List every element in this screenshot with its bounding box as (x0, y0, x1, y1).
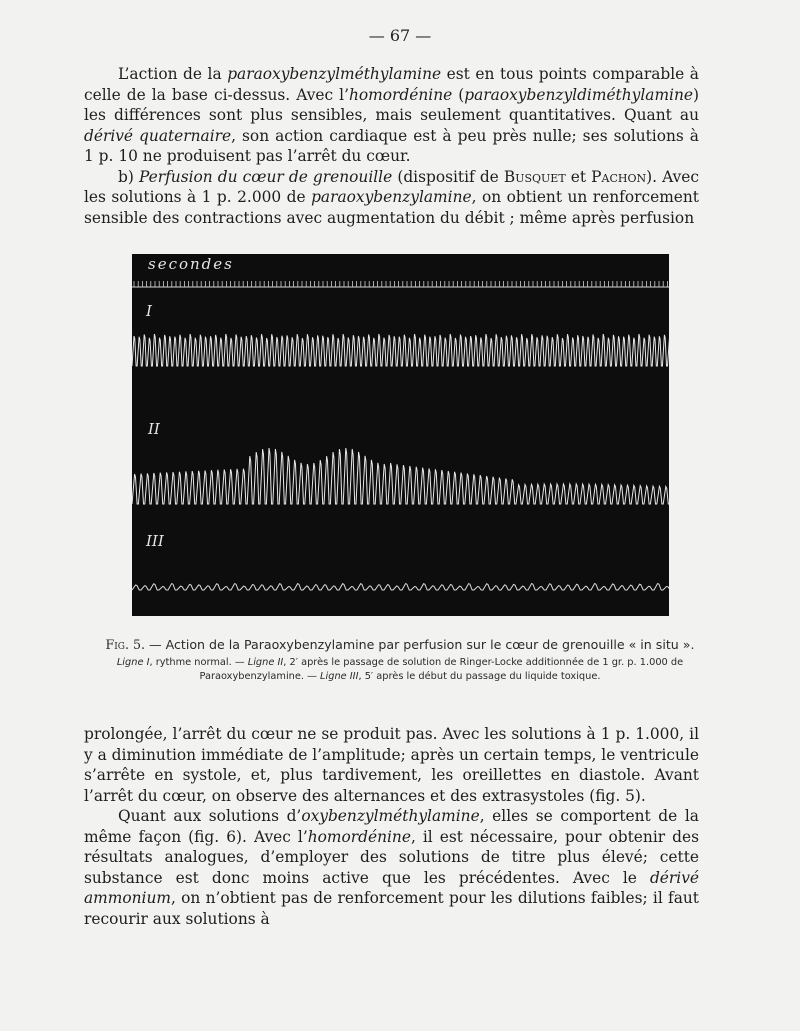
text-run-italic: paraoxybenzylméthylamine (227, 65, 442, 83)
text-run: , elles se comportent de la même façon (fig. 6). Avec l’ (84, 807, 699, 846)
text-run: ) les différences sont plus sensibles, mais seulement quantitatives. Quant au (84, 85, 699, 124)
page-number: — 67 — (368, 26, 432, 45)
paragraph (84, 167, 699, 229)
paragraph (84, 64, 699, 167)
bottom-text (84, 724, 699, 929)
caption-legend (90, 656, 710, 684)
caption-text: , 2′ après le passage de solution de Ringer-Locke additionnée de 1 gr. p. 1.000 de Paraoxybenzylamine. — (199, 657, 684, 682)
trace-line-2 (132, 448, 669, 504)
text-run-italic: dérivé quaternaire (84, 126, 232, 145)
paragraph (84, 724, 699, 806)
caption-main (90, 636, 710, 654)
text-run-italic: Perfusion du cœur de grenouille (138, 167, 393, 186)
author-name: Pachon (591, 167, 647, 186)
text-run: , son action cardiaque est à peu près nulle; ses solutions à 1 p. 10 ne produisent pas l’arrêt du cœur. (84, 126, 699, 165)
text-run-italic: oxybenzylméthylamine (301, 807, 480, 825)
author-name: Busquet (503, 167, 566, 186)
text-run-italic: paraoxybenzylamine (311, 188, 472, 206)
text-run: prolongée, l’arrêt du cœur ne se produit pas. Avec les solutions à 1 p. 1.000, il y a diminution immédiate de l’amplitude; après un certain temps, le ventricule s’arrête en systole, et, plus tardivement, les oreillettes en diastole. Avant l’arrêt du cœur, on observe des alternances et des extrasystoles (fig. 5). (84, 725, 699, 805)
time-marker-line (132, 281, 669, 287)
caption-text: , 5′ après le début du passage du liquide toxique. (358, 671, 601, 682)
paragraph (84, 806, 699, 929)
text-run-italic: dérivé ammonium (84, 868, 699, 907)
line-label-1: I (146, 302, 152, 320)
kymograph-trace-image (132, 254, 669, 616)
line-label-3: III (146, 532, 164, 550)
figure-caption (90, 636, 710, 684)
text-run: est en tous points comparable à celle de la base ci-dessus. Avec l’ (84, 65, 699, 104)
kymograph-figure (132, 254, 669, 616)
secondes-label: secondes (148, 255, 234, 273)
text-run-italic: homordénine (349, 85, 453, 104)
caption-line-ref: Ligne III (320, 671, 359, 682)
text-run-italic: homordénine (307, 827, 411, 846)
trace-line-3 (132, 584, 669, 591)
line-label-2: II (148, 420, 160, 438)
figure-label: Fig. 5. (105, 637, 145, 652)
text-run: Quant aux solutions d’ (118, 807, 302, 825)
text-run: ( (452, 85, 465, 104)
text-run: L’action de la (118, 65, 228, 83)
text-run-italic: paraoxybenzyldiméthylamine (464, 85, 693, 104)
text-run: , on obtient un renforcement sensible des contractions avec augmentation du débit ; même après perfusion (84, 188, 699, 227)
caption-line-ref: Ligne I (116, 657, 150, 668)
text-run: et (565, 167, 592, 186)
caption-text: , rythme normal. — (149, 657, 248, 668)
text-run: , il est nécessaire, pour obtenir des résultats analogues, d’employer des solutions de titre plus élevé; cette substance est donc moins active que les précédentes. Avec le (84, 827, 699, 887)
caption-text: — Action de la Paraoxybenzylamine par perfusion sur le cœur de grenouille « in situ ». (145, 637, 695, 652)
text-run: (dispositif de (392, 167, 504, 186)
text-run: , on n’obtient pas de renforcement pour les dilutions faibles; il faut recourir aux solutions à (84, 889, 699, 928)
text-run: ). Avec les solutions à 1 p. 2.000 de (84, 167, 700, 206)
caption-line-ref: Ligne II (247, 657, 284, 668)
text-run: b) (118, 167, 139, 186)
top-text (84, 64, 699, 228)
trace-line-1 (132, 334, 669, 366)
